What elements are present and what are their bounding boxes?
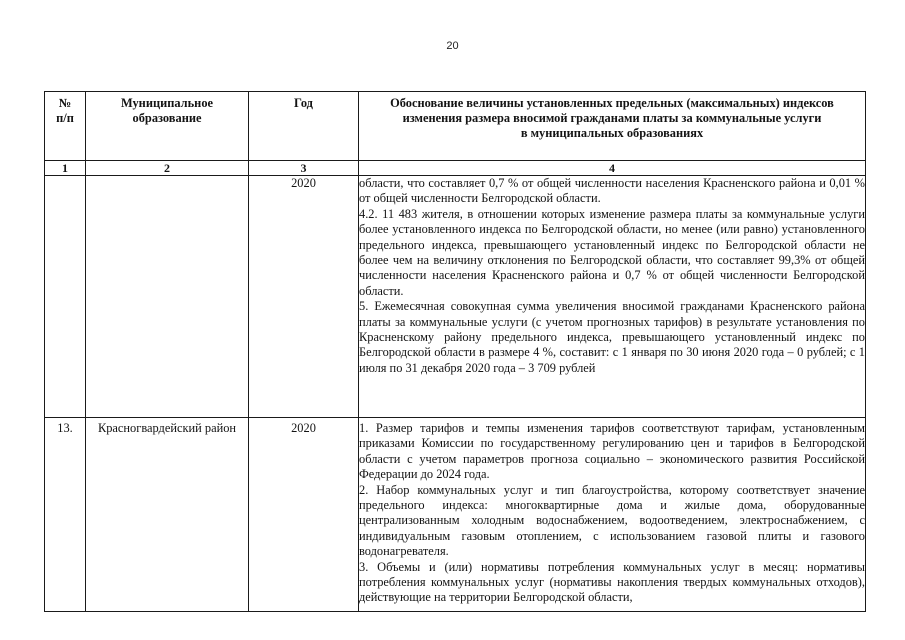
row-number [45,176,86,418]
page-number: 20 [446,40,459,52]
justification-paragraph: 4.2. 11 483 жителя, в отношении которых изменение размера платы за коммунальные услуги более установленного индекса по Белгородской области, но менее (или равно) установленного предельного индекса, превышающего установленный индекс по Белгородской области не более чем на величину отклонения по Белгородской области, что составляет 99,3% от общей численности населения Красненского района и 0,7 % от общей численности Белгородской области. [359,206,865,298]
column-number: 4 [359,161,866,176]
row-justification [359,176,866,418]
header-municipality: Муниципальное образование [86,92,249,161]
row-municipality [86,176,249,418]
header-year: Год [249,92,359,161]
justification-paragraph: области, что составляет 0,7 % от общей численности населения Красненского района и 0,01 % от общей численности Белгородской области. [359,176,865,206]
column-number: 1 [45,161,86,176]
row-year: 2020 [249,176,359,418]
justification-paragraph: 3. Объемы и (или) нормативы потребления коммунальных услуг в месяц: нормативы потребления коммунальных услуг (нормативы накопления твердых коммунальных отходов), действующие на территории Белгородской области, [359,559,865,605]
indices-justification-table [44,91,866,612]
column-number: 3 [249,161,359,176]
justification-paragraph: 2. Набор коммунальных услуг и тип благоустройства, которому соответствует значение предельного индекса: многоквартирные дома и жилые дома, оборудованные централизованным холодным водоснабжением, водоотведением, электроснабжением, с индивидуальным газовым отоплением, с использованием газовой плиты и газового водонагревателя. [359,482,865,559]
row-justification [359,418,866,612]
justification-paragraph: 1. Размер тарифов и темпы изменения тарифов соответствуют тарифам, установленным приказами Комиссии по государственному регулированию цен и тарифов в Белгородской области с учетом параметров прогноза социально – экономического развития Российской Федерации до 2024 года. [359,421,865,482]
table-row [45,176,866,418]
column-number: 2 [86,161,249,176]
header-row [45,92,866,161]
row-year: 2020 [249,418,359,612]
justification-paragraph: 5. Ежемесячная совокупная сумма увеличения вносимой гражданами Красненского района платы за коммунальные услуги (с учетом прогнозных тарифов) в результате установления по Красненскому району предельного индекса, превышающего установленный индекс по Белгородской области в размере 4 %, составит: с 1 января по 30 июня 2020 года – 0 рублей; с 1 июля по 31 декабря 2020 года – 3 709 рублей [359,299,865,375]
row-municipality: Красногвардейский район [86,418,249,612]
table-row [45,418,866,612]
header-justification: Обоснование величины установленных предельных (максимальных) индексов изменения размера вносимой гражданами платы за коммунальные услуги в муниципальных образованиях [359,92,866,161]
column-number-row [45,161,866,176]
header-number: № п/п [45,92,86,161]
row-number: 13. [45,418,86,612]
